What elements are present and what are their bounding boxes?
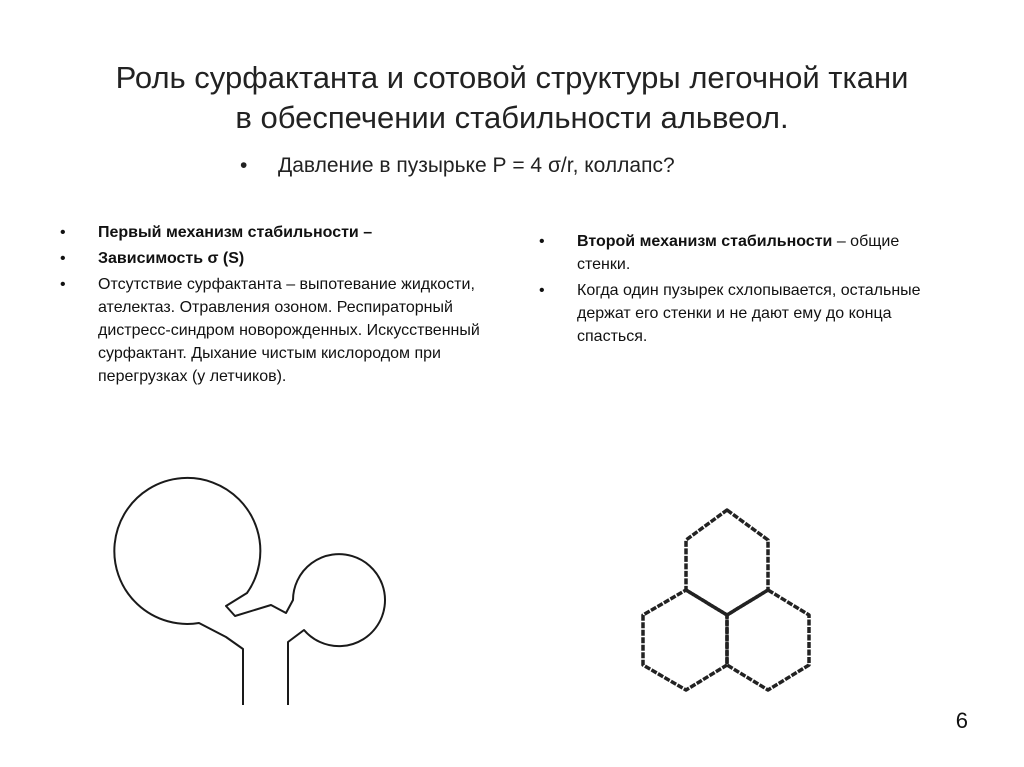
shared-walls-text: Когда один пузырек схлопывается, остальные держат его стенки и не дают ему до конца спасться. xyxy=(577,282,921,345)
bullet: • xyxy=(240,154,248,177)
second-mechanism-heading: Второй механизм стабильности xyxy=(577,233,833,250)
first-mechanism-heading: Первый механизм стабильности – xyxy=(98,224,373,241)
pressure-formula-text: Давление в пузырьке Р = 4 σ/r, коллапс? xyxy=(278,154,675,177)
page-number: 6 xyxy=(955,708,968,733)
hexagon-cell xyxy=(643,590,727,690)
bullet: • xyxy=(60,250,66,267)
hexagon-cell xyxy=(727,590,809,690)
surfactant-absence-text: Отсутствие сурфактанта – выпотевание жидкости, ателектаз. Отравления озоном. Респираторный дистресс-синдром новорожденных. Искусственный сурфактант. Дыхание чистым кислородом при перегрузках (у летчиков). xyxy=(98,276,480,385)
slide-title-line1: Роль сурфактанта и сотовой структуры легочной ткани xyxy=(115,60,909,95)
bullet: • xyxy=(60,276,66,293)
second-mechanism-rest: – общие стенки. xyxy=(577,233,900,273)
alveoli-bubbles-diagram xyxy=(114,478,385,705)
honeycomb-diagram xyxy=(643,510,809,690)
bullet: • xyxy=(539,282,545,299)
bullet: • xyxy=(60,224,66,241)
bullet: • xyxy=(539,233,545,250)
slide-title-line2: в обеспечении стабильности альвеол. xyxy=(235,100,789,135)
surface-tension-dependence: Зависимость σ (S) xyxy=(98,250,245,267)
